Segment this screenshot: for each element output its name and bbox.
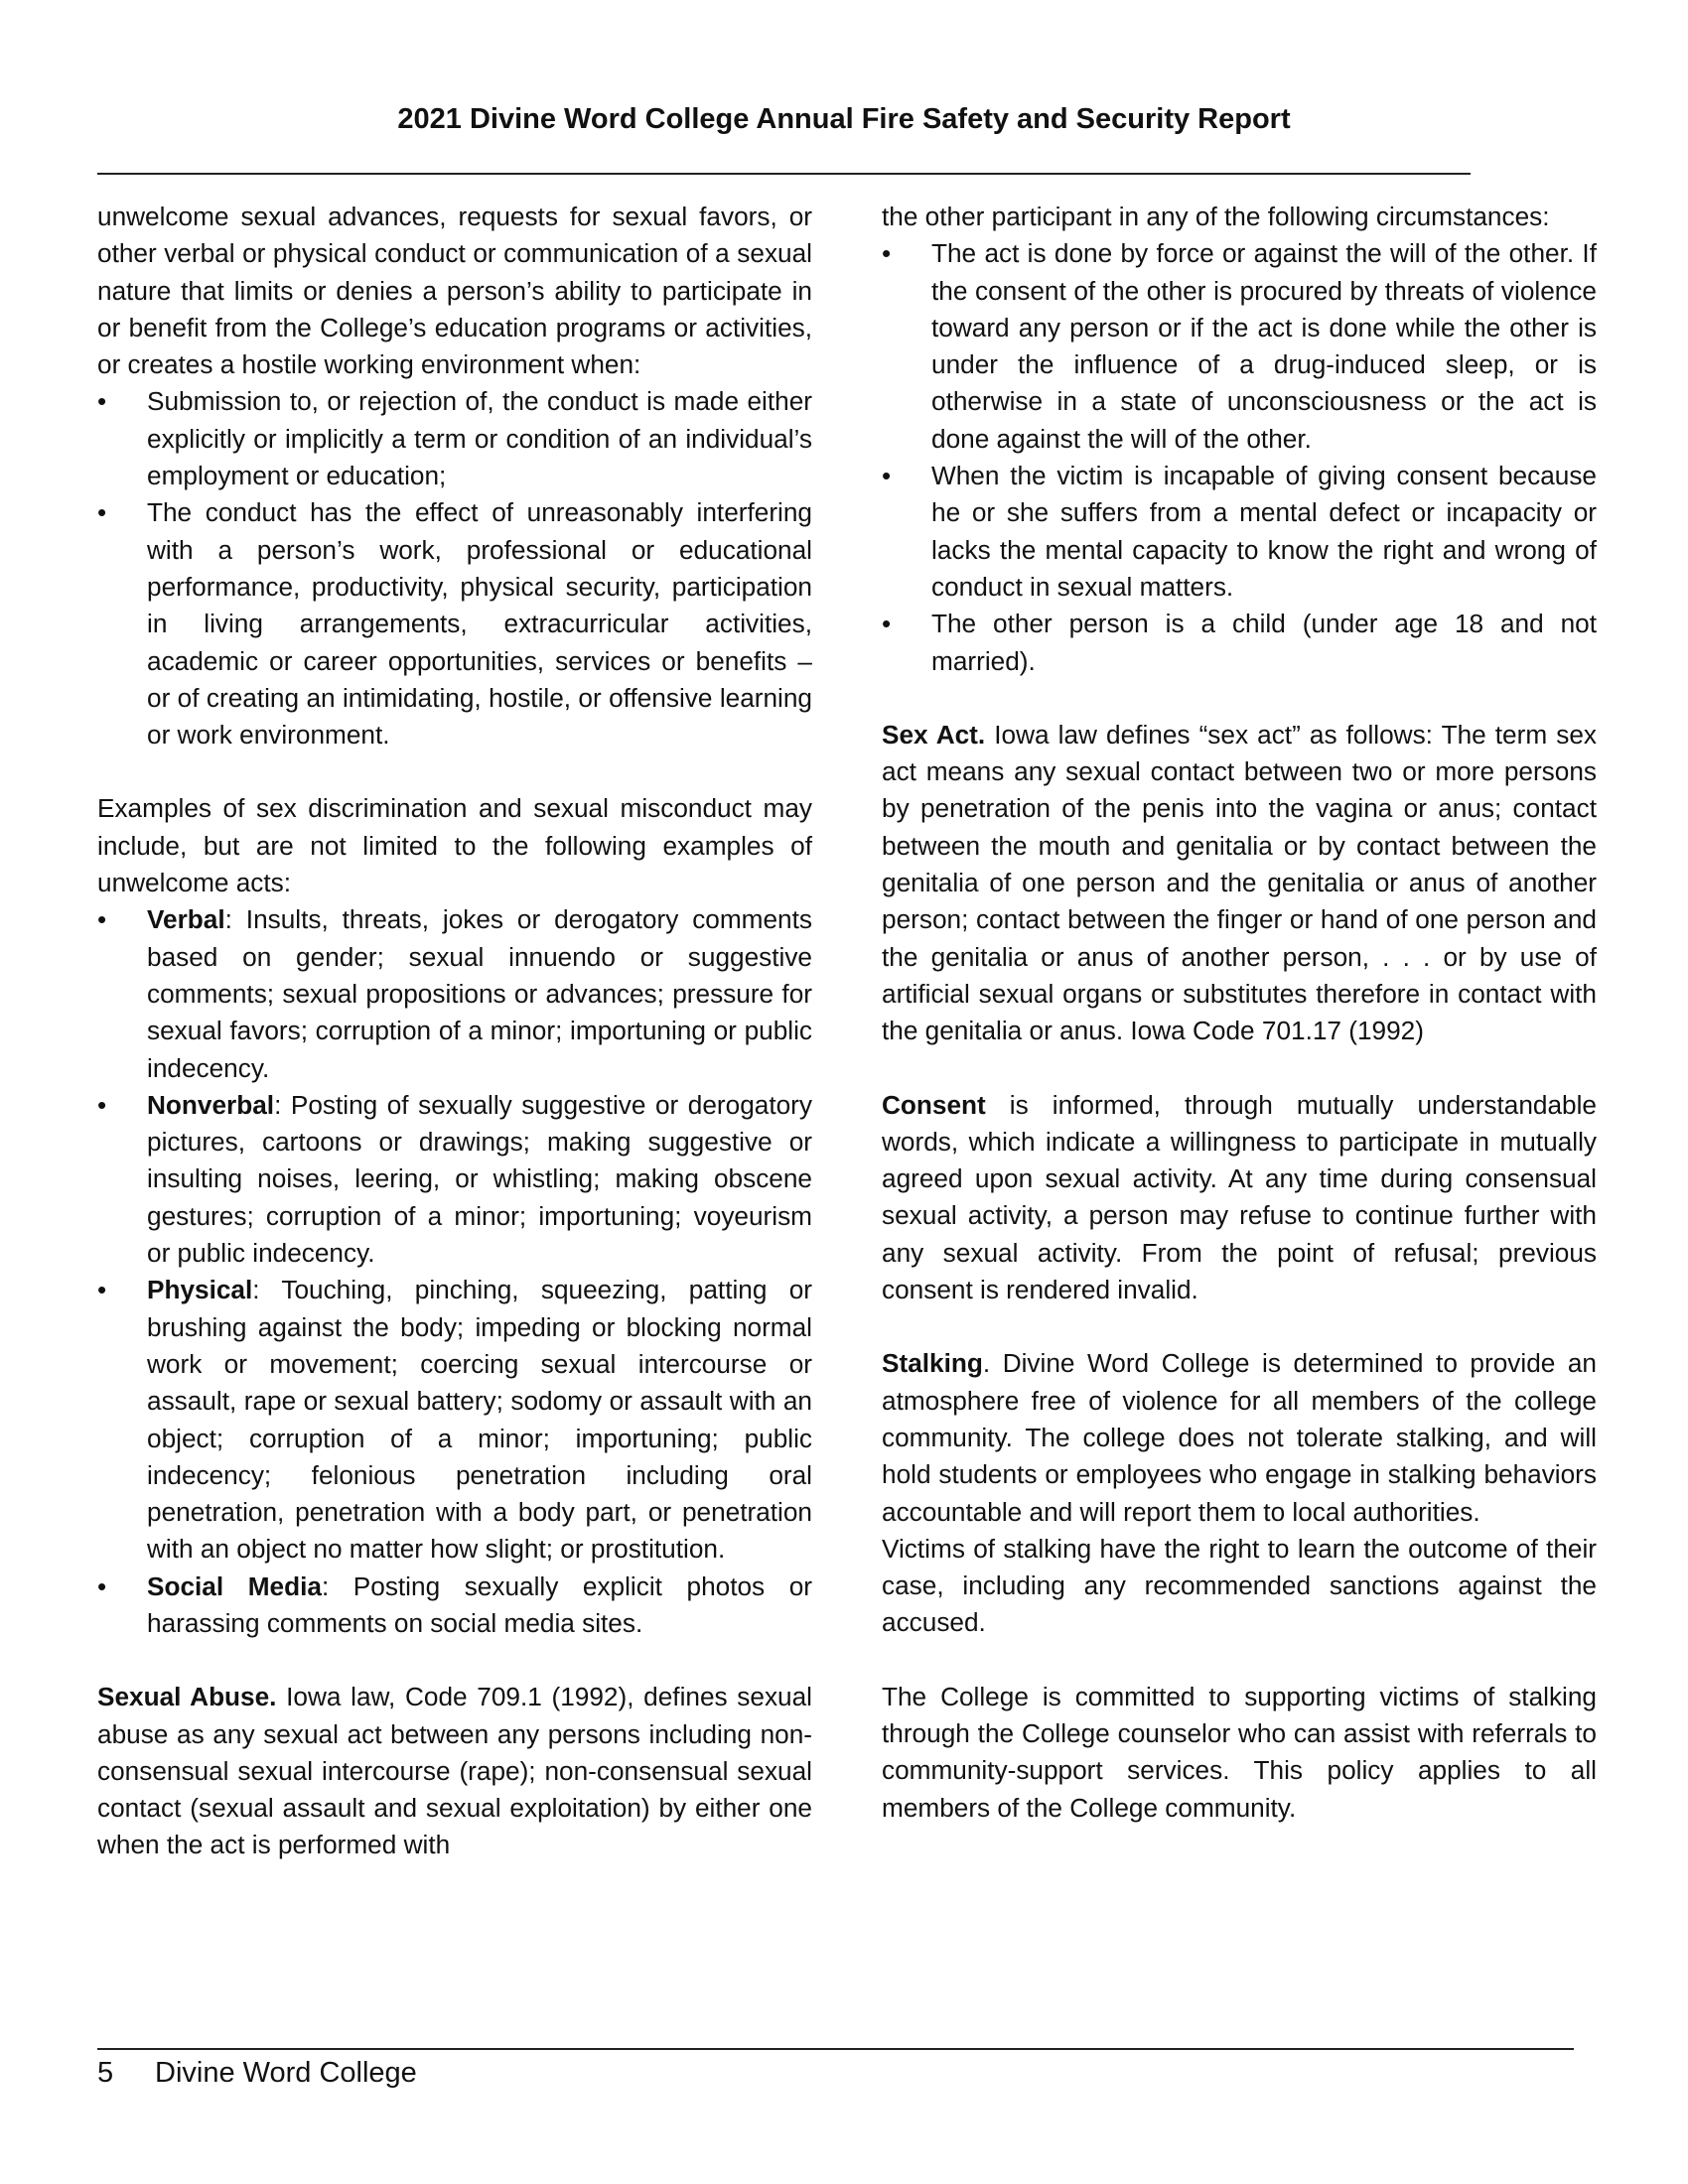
paragraph-stalking: Stalking. Divine Word College is determined to provide an atmosphere free of violence for all members of the college community. The college does not tolerate stalking, and will hold students or employees who engage in stalking behaviors accountable and will report them to local authorities.: [882, 1348, 1597, 1527]
list-item: • When the victim is incapable of giving consent because he or she suffers from a mental defect or incapacity or lacks the mental capacity to know the right and wrong of conduct in sexual matters.: [882, 458, 1597, 606]
section-term: Sexual Abuse.: [97, 1682, 277, 1712]
footer-label: Divine Word College: [155, 2057, 417, 2089]
example-term: Social Media: [147, 1570, 322, 1601]
bullet-icon: •: [97, 1275, 107, 1305]
example-term: Physical: [147, 1275, 253, 1305]
list-item: • Physical: Touching, pinching, squeezing, patting or brushing against the body; impeding or blocking normal work or movement; coercing sexual intercourse or assault, rape or sexual battery; sodomy or assault with an object; corruption of a minor; importuning; public indecency; felonious penetration including oral penetration, penetration with a body part, or penetration with an object no matter how slight; or prostitution.: [97, 1272, 812, 1568]
circumstances-list: [882, 235, 1597, 680]
paragraph-college-commitment: The College is committed to supporting victims of stalking through the College counselor who can assist with referrals to community-support services. This policy applies to all members of the College community.: [882, 1681, 1597, 1823]
paragraph-sex-act: Sex Act. Iowa law defines “sex act” as follows: The term sex act means any sexual contact between two or more persons by penetration of the penis into the vagina or anus; contact between the mouth and genitalia or by contact between the genitalia of one person and the genitalia or anus of another person; contact between the finger or hand of one person and the genitalia or anus of another person, . . . or by use of artificial sexual organs or substitutes therefore in contact with the genitalia or anus. Iowa Code 701.17 (1992): [882, 719, 1597, 1046]
examples-list: [97, 901, 812, 1642]
footer-divider: [97, 2048, 1574, 2050]
list-item: • Verbal: Insults, threats, jokes or derogatory comments based on gender; sexual innuendo or suggestive comments; sexual propositions or advances; pressure for sexual favors; corruption of a minor; importuning or public indecency.: [97, 901, 812, 1086]
bullet-icon: •: [97, 497, 107, 528]
list-item: • Submission to, or rejection of, the conduct is made either explicitly or implicitly a term or condition of an individual’s employment or education;: [97, 383, 812, 494]
paragraph-consent: Consent is informed, through mutually understandable words, which indicate a willingness to participate in mutually agreed upon sexual activity. At any time during consensual sexual activity, a person may refuse to continue further with any sexual activity. From the point of refusal; previous consent is rendered invalid.: [882, 1089, 1597, 1305]
right-column: [882, 199, 1597, 1827]
page-footer: [97, 2057, 417, 2090]
bullet-icon: •: [97, 1089, 107, 1120]
example-term: Nonverbal: [147, 1089, 275, 1120]
example-term: Verbal: [147, 904, 225, 935]
bullet-icon: •: [882, 461, 892, 491]
bullet-icon: •: [97, 904, 107, 935]
bullet-icon: •: [97, 1570, 107, 1601]
section-term: Sex Act.: [882, 719, 986, 750]
left-column: [97, 199, 812, 1864]
list-item: • The conduct has the effect of unreasonably interfering with a person’s work, professional or educational performance, productivity, physical security, participation in living arrangements, extracurricular activities, academic or career opportunities, services or benefits – or of creating an intimidating, hostile, or offensive learning or work environment.: [97, 494, 812, 753]
page-number: 5: [97, 2057, 114, 2089]
list-item: • The act is done by force or against the will of the other. If the consent of the other is procured by threats of violence toward any person or if the act is done while the other is under the influence of a drug-induced sleep, or is otherwise in a state of unconsciousness or the act is done against the will of the other.: [882, 235, 1597, 458]
page-title: 2021 Divine Word College Annual Fire Safety and Security Report: [397, 103, 1291, 135]
bullet-icon: •: [882, 238, 892, 269]
bullet-icon: •: [882, 609, 892, 639]
list-item: • Social Media: Posting sexually explicit photos or harassing comments on social media sites.: [97, 1569, 812, 1643]
section-term: Stalking: [882, 1348, 983, 1379]
paragraph-victims-rights: Victims of stalking have the right to learn the outcome of their case, including any recommended sanctions against the accused.: [882, 1533, 1597, 1638]
paragraph-continuation: the other participant in any of the following circumstances:: [882, 202, 1550, 231]
bullet-icon: •: [97, 386, 107, 417]
paragraph-examples-intro: Examples of sex discrimination and sexual misconduct may include, but are not limited to the following examples of unwelcome acts:: [97, 793, 812, 898]
section-term: Consent: [882, 1089, 986, 1120]
list-item: • Nonverbal: Posting of sexually suggestive or derogatory pictures, cartoons or drawings; making suggestive or insulting noises, leering, or whistling; making obscene gestures; corruption of a minor; importuning; voyeurism or public indecency.: [97, 1087, 812, 1272]
harassment-conditions-list: [97, 383, 812, 753]
header-divider: [97, 173, 1471, 175]
list-item: • The other person is a child (under age 18 and not married).: [882, 606, 1597, 680]
paragraph-sexual-harassment-definition: unwelcome sexual advances, requests for sexual favors, or other verbal or physical conduct or communication of a sexual nature that limits or denies a person’s ability to participate in or benefit from the College’s education programs or activities, or creates a hostile working environment when:: [97, 202, 812, 380]
paragraph-sexual-abuse: Sexual Abuse. Iowa law, Code 709.1 (1992), defines sexual abuse as any sexual act between any persons including non-consensual sexual intercourse (rape); non-consensual sexual contact (sexual assault and sexual exploitation) by either one when the act is performed with: [97, 1682, 813, 1860]
